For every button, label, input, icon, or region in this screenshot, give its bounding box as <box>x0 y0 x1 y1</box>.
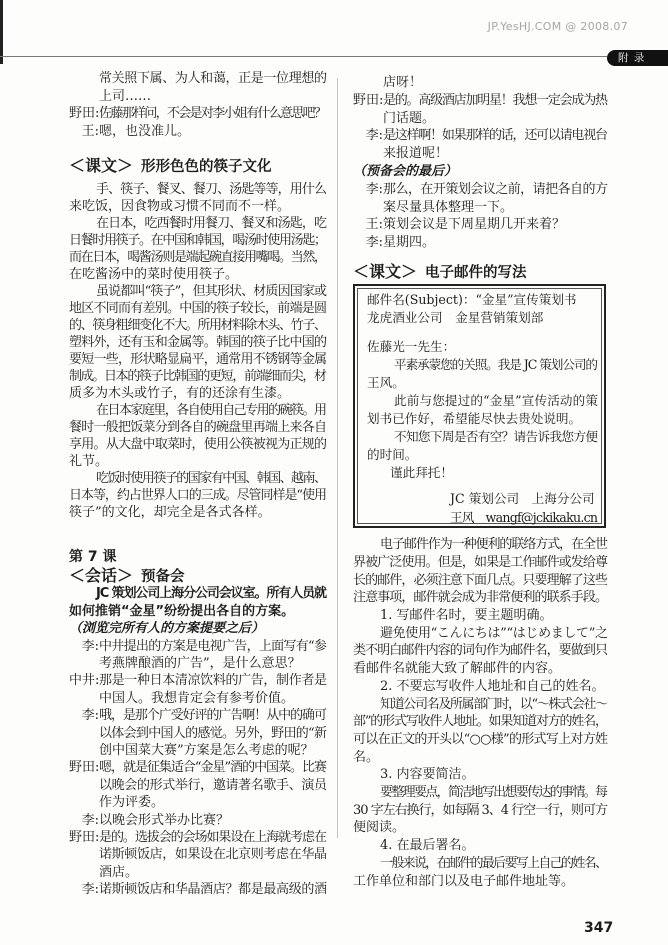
text-line: 来吃饭，因食物或习惯不同而不一样。 <box>69 198 291 214</box>
speaker-label: 李: <box>81 812 99 828</box>
scene-line: JC 策划公司上海分公司会议室。所有人员就 <box>96 586 326 602</box>
tip-heading: 2. 不要忘写收件人地址和自己的姓名。 <box>380 678 605 694</box>
speaker-label: 野田: <box>69 760 100 776</box>
speaker-label: 李: <box>365 235 383 251</box>
text-line: 避免使用“こんにちは”“はじめまして”之 <box>380 625 608 641</box>
dialogue-line: 野田:是的。高级酒店加明星！我想一定会成为热 <box>353 92 607 108</box>
heading-tag: ＜会话＞ <box>69 566 134 585</box>
speaker-label: 野田: <box>69 106 100 121</box>
dialogue-line: 李:哦，是那个广受好评的广告啊！从中的确可 <box>69 707 327 724</box>
text-line: 制成。日本的筷子比韩国的更短，前端细而尖，材 <box>69 368 326 384</box>
speaker-label: 李: <box>81 882 99 898</box>
conversation-text <box>69 585 327 898</box>
speaker-label: 王: <box>81 123 99 139</box>
text-line: 虽说都叫“筷子”，但其形状、材质因国家或 <box>96 283 327 299</box>
lesson-label: 第 7 课 <box>69 549 117 565</box>
watermark-text: JP.YesHJ.COM @ 2008.07 <box>487 20 628 33</box>
text-line: 常关照下属、为人和蔼，正是一位理想的 <box>99 71 327 86</box>
email-recipient-dept: 龙虎酒业公司 金星营销策划部 <box>367 310 544 325</box>
dialogue-line: 来报道呢！ <box>383 146 449 162</box>
dialogue-line: 诺斯顿饭店，如果设在北京则考虑在华晶 <box>99 847 327 863</box>
text-line: 手、筷子、餐叉、餐刀、汤匙等等，用什么 <box>96 181 327 197</box>
dialogue-line: 王:策划会议是下周星期几开来着？ <box>353 216 608 234</box>
dialogue-line: 作为评委。 <box>99 795 165 811</box>
text-line: 便阅读。 <box>353 820 406 836</box>
dialogue-line: 以晚会的形式举行，邀请著名歌手、演员 <box>99 777 327 793</box>
email-lesson-text <box>353 536 608 890</box>
text-line: 要短一些，形状略显扁平，通常用不锈钢等金属 <box>69 351 327 367</box>
email-line: 王风。 <box>367 375 405 390</box>
speaker-label: 李: <box>81 708 99 724</box>
text-line: 知道公司名及所属部门时，以“～株式会社～ <box>380 696 607 712</box>
email-line: 此前与您提过的“金星”宣传活动的策 <box>394 393 599 408</box>
speaker-label: 李: <box>365 181 383 197</box>
text-line: 可以在正文的开头以“○○様”的形式写上对方姓 <box>353 731 608 747</box>
text-line: 日餐时用筷子。在中国和韩国，喝汤时使用汤匙； <box>69 232 326 248</box>
text-line: 地区不同而有差别。中国的筷子较长，前端是圆 <box>69 300 327 316</box>
text-line: 餐时一般把饭菜分到各自的碗盘里再端上来各自 <box>69 419 327 435</box>
email-line: 不知您下周是否有空？请告诉我您方便 <box>394 429 598 444</box>
dialogue-line: 李:中井提出的方案是电视广告，上面写有“参 <box>69 638 327 655</box>
heading-tag: ＜课文＞ <box>69 156 134 175</box>
text-line: 日本等，约占世界人口的三成。尽管同样是“使用 <box>69 487 326 503</box>
scan-edge-strip <box>0 0 3 64</box>
text-line: 名。 <box>353 749 380 765</box>
scene-line: 如何推销“金星”纷纷提出各自的方案。 <box>69 603 295 619</box>
text-line: 部”的形式写收件人地址。如果知道对方的姓名， <box>353 714 607 730</box>
heading-tag: ＜课文＞ <box>353 262 418 281</box>
tip-heading: 3. 内容要简洁。 <box>380 767 475 783</box>
dialogue-line: 李:那么，在开策划会议之前，请把各自的方 <box>353 181 608 199</box>
dialogue-line: 野田:嗯，就是征集适合“金星”酒的中国菜。比赛 <box>69 760 326 776</box>
email-line: 划书已作好，希望能尽快去贵处说明。 <box>367 411 582 426</box>
dialogue-line: 以体会到中国人的感觉。另外，野田的“新 <box>99 725 327 741</box>
text-line: 而在日本，喝酱汤则是端起碗直接用嘴喝。当然， <box>69 249 326 265</box>
text-line: 界被广泛使用。但是，如果是工作邮件或发给尊 <box>353 554 608 570</box>
page-number: 347 <box>584 920 614 936</box>
text-line: 一般来说，在邮件的最后要写上自己的姓名、 <box>380 855 607 871</box>
email-salutation: 佐藤光一先生： <box>367 339 456 354</box>
dialogue-line: 李:以晚会形式举办比赛？ <box>69 812 327 829</box>
heading-title: 预备会 <box>141 569 185 585</box>
section-heading-conversation <box>69 566 327 587</box>
email-line: 平素承蒙您的关照。我是 JC 策划公司的 <box>394 357 597 372</box>
speaker-label: 野田: <box>69 829 100 845</box>
dialogue-line: 李:诺斯顿饭店和华晶酒店？都是最高级的酒 <box>69 881 327 898</box>
email-box <box>353 284 606 528</box>
dialogue-line: 李:是这样啊！如果那样的话，还可以请电视台 <box>353 127 608 145</box>
tip-heading: 4. 在最后署名。 <box>380 838 475 854</box>
dialogue-line: 酒店。 <box>99 864 139 880</box>
text-line: 的、筷身粗细变化不大。所用材料除木头、竹子、 <box>69 317 326 333</box>
dialogue-line: 创中国菜大赛”方案是怎么考虑的呢？ <box>99 742 314 758</box>
text-line: 类不明白邮件内容的词句作为邮件名，要做到只 <box>353 643 608 659</box>
dialogue-line: 中国人。我想肯定会有参考价值。 <box>99 690 295 706</box>
text-line: 享用。从大盘中取菜时，使用公筷被视为正规的 <box>69 436 327 452</box>
stage-direction: （预备会的最后） <box>353 164 458 180</box>
text-line: 筷子”的文化，却完全是各式各样。 <box>69 504 271 520</box>
email-subject: 邮件名(Subject)：“金星”宣传策划书 <box>367 292 577 307</box>
section-heading-chopsticks <box>69 156 327 177</box>
text-line: 吃饭时使用筷子的国家有中国、韩国、越南、 <box>96 470 326 486</box>
conversation-continued <box>353 74 608 252</box>
text-line: 电子邮件作为一种便利的联络方式，在全世 <box>380 537 607 553</box>
speaker-label: 李: <box>81 638 99 654</box>
dialogue-line: 野田:是的。选拔会的会场如果设在上海就考虑在 <box>69 829 326 845</box>
dialogue-line: 考燕牌酿酒的广告”，是什么意思？ <box>99 655 301 671</box>
stage-direction: （浏览完所有人的方案提要之后） <box>69 621 265 637</box>
text-line: 在吃酱汤中的菜时使用筷子。 <box>69 266 239 282</box>
section-heading-email <box>353 262 608 283</box>
column-divider <box>337 78 338 838</box>
dialogue-line: 李:星期四。 <box>353 234 608 252</box>
email-signature <box>367 489 598 527</box>
text-line: 30 字左右换行，如每隔 3、4 行空一行，则可方 <box>353 802 607 818</box>
speaker-label: 李: <box>365 128 383 144</box>
dialogue-carryover <box>69 70 327 140</box>
email-line: 的时间。 <box>367 447 418 462</box>
email-body <box>367 338 598 482</box>
dialogue-line: 店呀！ <box>383 75 423 91</box>
text-line: 礼节。 <box>69 453 109 469</box>
email-header <box>367 291 598 327</box>
dialogue-line: 案尽量具体整理一下。 <box>383 199 514 215</box>
dialogue-line: 中井:那是一种日本清凉饮料的广告，制作者是 <box>69 673 327 689</box>
dialogue-line: 门话题。 <box>383 110 436 126</box>
signature-company: JC 策划公司 上海分公司 <box>450 491 595 506</box>
dialogue-line: 野田:佐藤那样问，不会是对李小姐有什么意思吧？ <box>69 106 326 121</box>
signature-name-email: 王风 wangf@jckikaku.cn <box>450 510 598 525</box>
speaker-label: 王: <box>365 217 383 233</box>
text-line: 质多为木头或竹子，有的还涂有生漆。 <box>69 385 291 401</box>
text-line: 上司…… <box>99 88 152 104</box>
speaker-label: 野田: <box>353 92 384 108</box>
text-line: 工作单位和部门以及电子邮件地址等。 <box>353 873 575 889</box>
dialogue-line: 王:嗯，也没准儿。 <box>69 123 327 141</box>
text-line: 在日本家庭里，各自使用自己专用的碗筷。用 <box>96 402 326 418</box>
text-line: 要整理要点，简洁地写出想要传达的事情。每 <box>380 785 607 801</box>
chopsticks-text <box>69 181 327 521</box>
heading-title: 电子邮件的写法 <box>425 265 527 281</box>
tip-heading: 1. 写邮件名时，要主题明确。 <box>380 608 553 623</box>
section-tab <box>607 50 668 66</box>
text-line: 在日本，吃西餐时用餐刀、餐叉和汤匙，吃 <box>96 215 327 231</box>
text-line: 长的邮件，必须注意下面几点。只要理解了这些 <box>353 572 608 588</box>
heading-title: 形形色色的筷子文化 <box>141 159 272 175</box>
header-rule <box>0 56 607 57</box>
speaker-label: 中井: <box>69 673 100 689</box>
email-closing: 谨此拜托！ <box>390 465 453 480</box>
text-line: 看邮件名就能大致了解邮件的内容。 <box>353 661 562 677</box>
section-tab-label: 附 录 <box>618 52 646 64</box>
text-line: 注意事项，邮件就会成为非常便利的联系手段。 <box>353 590 608 606</box>
text-line: 塑料外，还有玉和金属等。韩国的筷子比中国的 <box>69 334 327 350</box>
